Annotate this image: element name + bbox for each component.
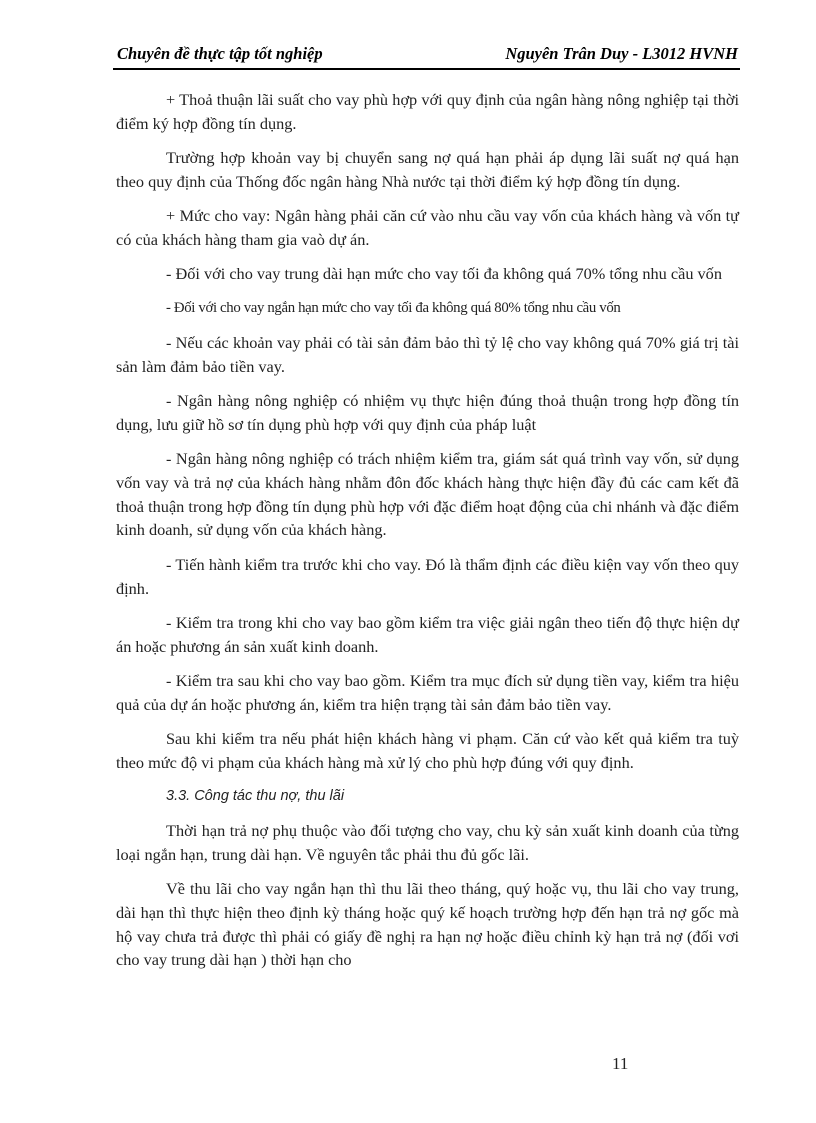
paragraph: - Đối với cho vay ngắn hạn mức cho vay tối đa không quá 80% tổng nhu cầu vốn [166,299,621,316]
paragraph: - Kiểm tra trong khi cho vay bao gồm kiểm tra việc giải ngân theo tiến độ thực hiện dự án hoặc phương án sản xuất kinh doanh. [116,612,739,656]
document-body [116,88,739,983]
paragraph: + Thoả thuận lãi suất cho vay phù hợp với quy định của ngân hàng nông nghiệp tại thời điểm ký hợp đồng tín dụng. [116,90,739,133]
page-header [113,42,740,70]
page-number: 11 [612,1054,629,1073]
header-left-title: Chuyên đề thực tập tốt nghiệp [117,44,323,63]
paragraph: - Tiến hành kiểm tra trước khi cho vay. Đó là thẩm định các điều kiện vay vốn theo quy định. [116,554,739,598]
header-author: Nguyên Trân Duy - L3012 HVNH [505,44,738,63]
paragraph: - Ngân hàng nông nghiệp có nhiệm vụ thực hiện đúng thoả thuận trong hợp đồng tín dụng, lưu giữ hồ sơ tín dụng phù hợp với quy định của pháp luật [116,390,739,434]
paragraph: - Nếu các khoản vay phải có tài sản đảm bảo thì tỷ lệ cho vay không quá 70% giá trị tài sản làm đảm bảo tiền vay. [116,332,739,376]
section-heading: 3.3. Công tác thu nợ, thu lãi [166,788,345,805]
paragraph: Trường hợp khoản vay bị chuyển sang nợ quá hạn phải áp dụng lãi suất nợ quá hạn theo quy định của Thống đốc ngân hàng Nhà nước tại thời điểm ký hợp đồng tín dụng. [116,148,739,191]
paragraph: - Ngân hàng nông nghiệp có trách nhiệm kiểm tra, giám sát quá trình vay vốn, sử dụng vốn vay và trả nợ của khách hàng nhằm đôn đốc khách hàng thực hiện đầy đủ các cam kết đã thoả thuận trong hợp đồng tín dụng phù hợp với đặc điểm hoạt động của chi nhánh và đặc điểm kinh doanh, sử dụng vốn của khách hàng. [116,449,739,540]
paragraph: + Mức cho vay: Ngân hàng phải căn cứ vào nhu cầu vay vốn của khách hàng và vốn tự có của khách hàng tham gia vaò dự án. [116,206,739,249]
paragraph: - Kiểm tra sau khi cho vay bao gồm. Kiểm tra mục đích sử dụng tiền vay, kiểm tra hiệu quả của dự án hoặc phương án, kiểm tra hiện trạng tài sản đảm bảo tiền vay. [116,670,739,714]
paragraph: Về thu lãi cho vay ngắn hạn thì thu lãi theo tháng, quý hoặc vụ, thu lãi cho vay trung, dài hạn thì thực hiện theo định kỳ tháng hoặc quý kế hoạch trường hợp đến hạn trả nợ gốc mà hộ vay chưa trả được thì phải có giấy đề nghị ra hạn nợ hoặc điều chỉnh kỳ hạn trả nợ (đối vơi cho vay trung dài hạn ) thời hạn cho [116,879,739,970]
paragraph: Thời hạn trả nợ phụ thuộc vào đối tượng cho vay, chu kỳ sản xuất kinh doanh của từng loại ngắn hạn, trung dài hạn. Về nguyên tắc phải thu đủ gốc lãi. [116,820,739,864]
paragraph: Sau khi kiểm tra nếu phát hiện khách hàng vi phạm. Căn cứ vào kết quả kiểm tra tuỳ theo mức độ vi phạm của khách hàng mà xử lý cho phù hợp đúng với quy định. [116,729,739,772]
paragraph: - Đối với cho vay trung dài hạn mức cho vay tối đa không quá 70% tổng nhu cầu vốn [166,264,722,284]
